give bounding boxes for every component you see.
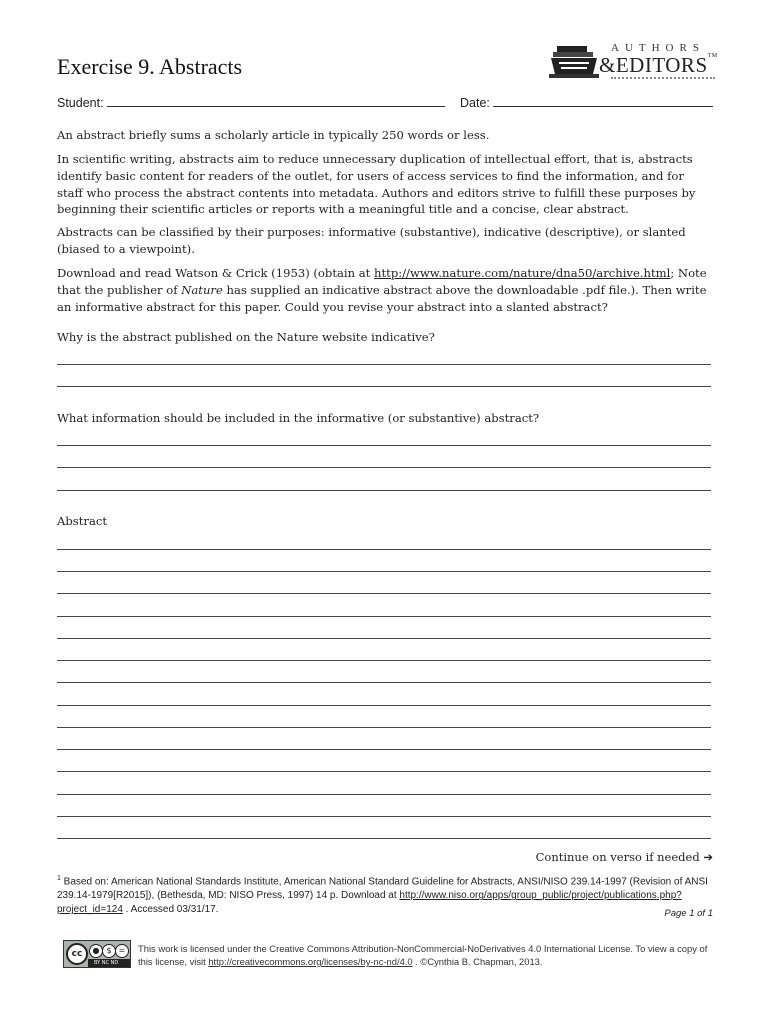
abstract-line[interactable]: [57, 616, 711, 617]
typewriter-icon: [549, 46, 599, 80]
answer-line[interactable]: [57, 445, 711, 446]
niso-link[interactable]: http://www.niso.org/apps/group_public/project/publications.php?project_id=124: [57, 890, 682, 916]
continue-note: Continue on verso if needed ➔: [535, 850, 713, 864]
license-block: [63, 940, 719, 970]
page-number: Page 1 of 1: [664, 908, 713, 919]
answer-line[interactable]: [57, 490, 711, 491]
abstract-line[interactable]: [57, 727, 711, 728]
logo-tm: TM: [707, 53, 718, 59]
answer-line[interactable]: [57, 364, 711, 365]
abstract-line[interactable]: [57, 571, 711, 572]
abstract-line[interactable]: [57, 838, 711, 839]
abstract-line[interactable]: [57, 549, 711, 550]
question-2: What information should be included in the informative (or substantive) abstract?: [57, 411, 540, 425]
nc-icon: $: [102, 944, 116, 958]
authors-editors-logo: [549, 42, 718, 82]
abstract-heading: Abstract: [57, 514, 108, 528]
classification-paragraph: Abstracts can be classified by their purposes: informative (substantive), indicative (descriptive), or slanted (biased to a viewpoint).: [57, 225, 686, 256]
date-field[interactable]: [493, 94, 713, 107]
cc-icon: cc: [66, 943, 88, 965]
student-name-field[interactable]: [107, 94, 445, 107]
student-label: Student:: [57, 96, 104, 110]
question-1: Why is the abstract published on the Nature website indicative?: [57, 330, 435, 344]
answer-line[interactable]: [57, 386, 711, 387]
footnote-marker: 1: [57, 875, 61, 882]
abstract-line[interactable]: [57, 660, 711, 661]
abstract-line[interactable]: [57, 638, 711, 639]
footnote: $^1$ Based on: American National Standards Institute, American National Standard Guideline for Abstracts, ANSI/NISO 239.14-1997 (Revision of ANSI 239.14-1979[R2015]), (Bethesda, MD: NISO Press, 1997) 14 p. Download at http://www.niso.org/apps/group_public/project/publications.php?project_id=124 . Accessed 03/31/17.: [57, 875, 708, 916]
page-title: Exercise 9. Abstracts: [57, 54, 243, 79]
abstract-line[interactable]: [57, 749, 711, 750]
cc-license-link[interactable]: http://creativecommons.org/licenses/by-nc-nd/4.0: [208, 956, 413, 967]
logo-dotted-line: [611, 77, 715, 81]
intro-paragraph: An abstract briefly sums a scholarly article in typically 250 words or less.: [57, 128, 490, 142]
abstract-line[interactable]: [57, 794, 711, 795]
license-text: This work is licensed under the Creative Commons Attribution-NonCommercial-NoDerivatives 4.0 International License. To view a copy of this license, visit http://creativecommons.org/licenses/by-nc-nd/4.0 . ©Cynthia B. Chapman, 2013.: [138, 943, 708, 967]
student-date-row: [57, 94, 713, 110]
answer-line[interactable]: [57, 467, 711, 468]
instructions-paragraph: Download and read Watson & Crick (1953) (obtain at http://www.nature.com/nature/dna50/archive.html; Note that the publisher of Nature has supplied an indicative abstract above the downloadable .pdf file.). Then write an informative abstract for this paper. Could you revise your abstract into a slanted abstract?: [57, 266, 707, 314]
date-label: Date:: [460, 96, 490, 110]
nature-archive-link[interactable]: http://www.nature.com/nature/dna50/archive.html: [374, 266, 671, 280]
logo-editors-text: &EDITORS™: [599, 53, 718, 77]
abstract-line[interactable]: [57, 771, 711, 772]
abstract-line[interactable]: [57, 816, 711, 817]
logo-authors-text: AUTHORS: [611, 42, 705, 54]
abstract-line[interactable]: [57, 593, 711, 594]
nd-icon: =: [115, 944, 129, 958]
purpose-paragraph: In scientific writing, abstracts aim to reduce unnecessary duplication of intellectual effort, that is, abstracts identify basic content for readers of the outlet, for users of access services to find the information, and for staff who process the abstract contents into metadata. Authors and editors strive to fulfill these purposes by beginning their scientific articles or reports with a meaningful title and a concise, clear abstract.: [57, 152, 696, 217]
by-icon: ●: [89, 944, 103, 958]
badge-strip: BY NC ND: [88, 959, 130, 967]
cc-license-badge[interactable]: [63, 940, 131, 968]
abstract-line[interactable]: [57, 682, 711, 683]
abstract-line[interactable]: [57, 705, 711, 706]
